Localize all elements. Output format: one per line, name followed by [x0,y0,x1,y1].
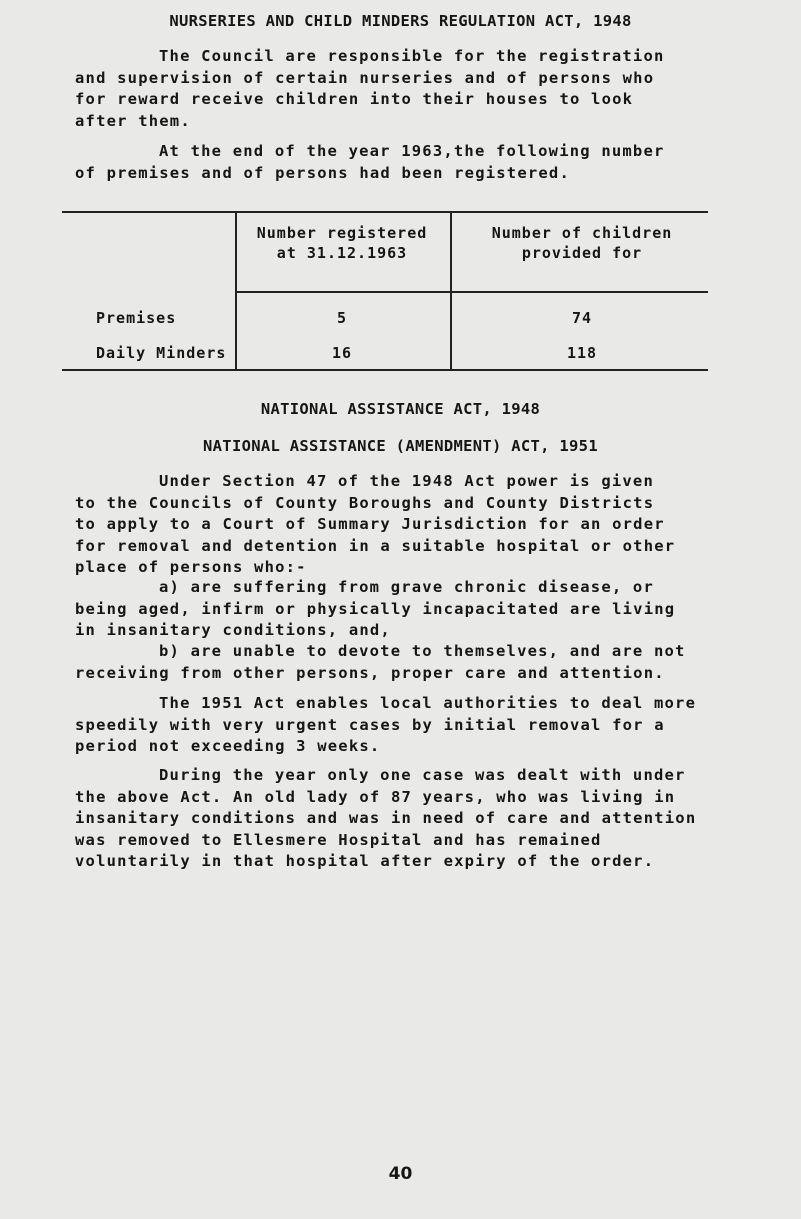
text-line: in insanitary conditions, and, [75,621,391,639]
daily-minders-children: 118 [566,344,598,362]
table-bottom-rule [62,369,708,371]
text-line: At the end of the year 1963,the following number [159,142,665,160]
header-line: Number registered [256,224,428,242]
section47-paragraph [75,471,715,579]
section-subtitle-amendment: NATIONAL ASSISTANCE (AMENDMENT) ACT, 1951 [203,437,598,455]
table-header-rule [237,291,708,293]
text-line: speedily with very urgent cases by initial removal for a [75,715,665,734]
intro-paragraph [75,46,715,132]
text-line: for removal and detention in a suitable hospital or other [75,536,676,555]
text-line: Under Section 47 of the 1948 Act power is given [159,472,654,490]
text-line: to apply to a Court of Summary Jurisdiction for an order [75,515,665,533]
header-line: at 31.12.1963 [276,244,408,262]
row-label-premises: Premises [96,309,177,327]
text-line: was removed to Ellesmere Hospital and has remained [75,830,602,849]
section-title-national-assistance: NATIONAL ASSISTANCE ACT, 1948 [260,400,541,418]
premises-registered: 5 [336,309,348,327]
header-line: provided for [521,244,643,262]
section-title-nurseries: NURSERIES AND CHILD MINDERS REGULATION ACT, 1948 [169,12,632,30]
registration-paragraph [75,141,715,184]
text-line: for reward receive children into their houses to look [75,90,634,108]
header-line: Number of children [491,224,673,242]
daily-minders-registered: 16 [331,344,353,362]
text-line: voluntarily in that hospital after expiry of the order. [75,852,655,870]
text-line: of premises and of persons had been registered. [75,163,570,182]
premises-children: 74 [571,309,593,327]
text-line: to the Councils of County Boroughs and County Districts [75,493,655,512]
column-header-children [462,223,702,263]
act-1951-paragraph [75,693,715,758]
text-line: The 1951 Act enables local authorities to deal more [159,694,697,712]
case-paragraph [75,765,715,873]
text-line: insanitary conditions and was in need of care and attention [75,809,697,827]
text-line: the above Act. An old lady of 87 years, who was living in [75,787,676,806]
text-line: a) are suffering from grave chronic disease, or [159,578,654,596]
row-label-daily-minders: Daily Minders [96,344,227,362]
table-column-divider [450,211,452,369]
text-line: and supervision of certain nurseries and of persons who [75,68,655,87]
text-line: During the year only one case was dealt with under [159,766,686,784]
text-line: period not exceeding 3 weeks. [75,737,381,755]
text-line: after them. [75,111,191,130]
column-header-registered [242,223,442,263]
text-line: receiving from other persons, proper care and attention. [75,663,665,682]
item-a-paragraph [75,577,715,642]
table-top-rule [62,211,708,213]
text-line: b) are unable to devote to themselves, and are not [159,642,686,660]
text-line: The Council are responsible for the registration [159,47,665,65]
table-column-divider [235,211,237,369]
item-b-paragraph [75,641,715,684]
page-number: 40 [388,1164,413,1184]
text-line: place of persons who:- [75,558,307,576]
text-line: being aged, infirm or physically incapacitated are living [75,599,676,618]
